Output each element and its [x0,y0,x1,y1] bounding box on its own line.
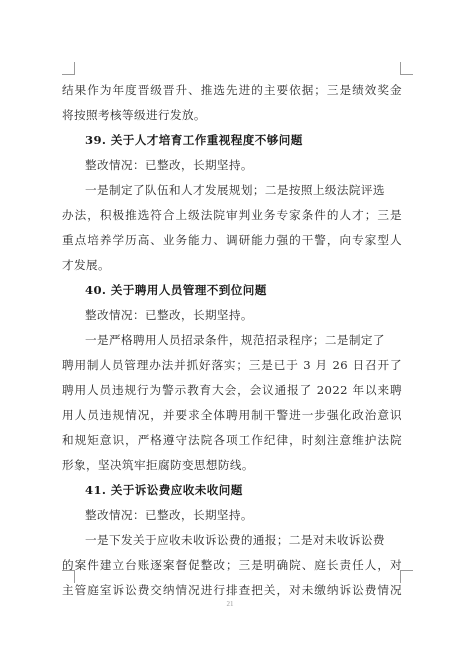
text-line: 的案件建立台账逐案督促整改；三是明确院、庭长责任人，对 [62,558,402,572]
status-line: 整改情况：已整改，长期坚持。 [85,308,253,322]
status-line: 整改情况：已整改，长期坚持。 [85,508,253,522]
document-body [62,78,402,603]
section-heading-40: 40. 关于聘用人员管理不到位问题 [85,283,267,297]
crop-mark-top-right [400,62,413,75]
text-line: 用人员违规情况，并要求全体聘用制干警进一步强化政治意识 [62,408,402,422]
text-line: 重点培养学历高、业务能力、调研能力强的干警，向专家型人 [62,233,402,247]
text-line: 才发展。 [62,258,110,272]
text-line: 将按照考核等级进行发放。 [62,108,206,122]
page-number: 21 [226,600,234,608]
text-line: 结果作为年度晋级晋升、推选先进的主要依据；三是绩效奖金 [62,83,402,97]
text-line: 主管庭室诉讼费交纳情况进行排查把关，对未缴纳诉讼费情况 [62,583,402,597]
text-line: 聘用人员违规行为警示教育大会，会议通报了 2022 年以来聘 [62,383,402,397]
crop-mark-top-left [62,62,75,75]
text-line: 办法，积极推选符合上级法院审判业务专家条件的人才；三是 [62,208,402,222]
text-line: 聘用制人员管理办法并抓好落实；三是已于 3 月 26 日召开了 [62,358,402,372]
text-line: 一是下发关于应收未收诉讼费的通报；二是对未收诉讼费 [85,533,385,547]
section-heading-41: 41. 关于诉讼费应收未收问题 [85,483,243,497]
section-heading-39: 39. 关于人才培育工作重视程度不够问题 [85,133,303,147]
text-line: 和规矩意识，严格遵守法院各项工作纪律，时刻注意维护法院 [62,433,402,447]
text-line: 形象，坚决筑牢拒腐防变思想防线。 [62,458,254,472]
text-line: 一是严格聘用人员招录条件，规范招录程序；二是制定了 [85,333,385,347]
text-line: 一是制定了队伍和人才发展规划；二是按照上级法院评选 [85,183,385,197]
status-line: 整改情况：已整改，长期坚持。 [85,158,253,172]
